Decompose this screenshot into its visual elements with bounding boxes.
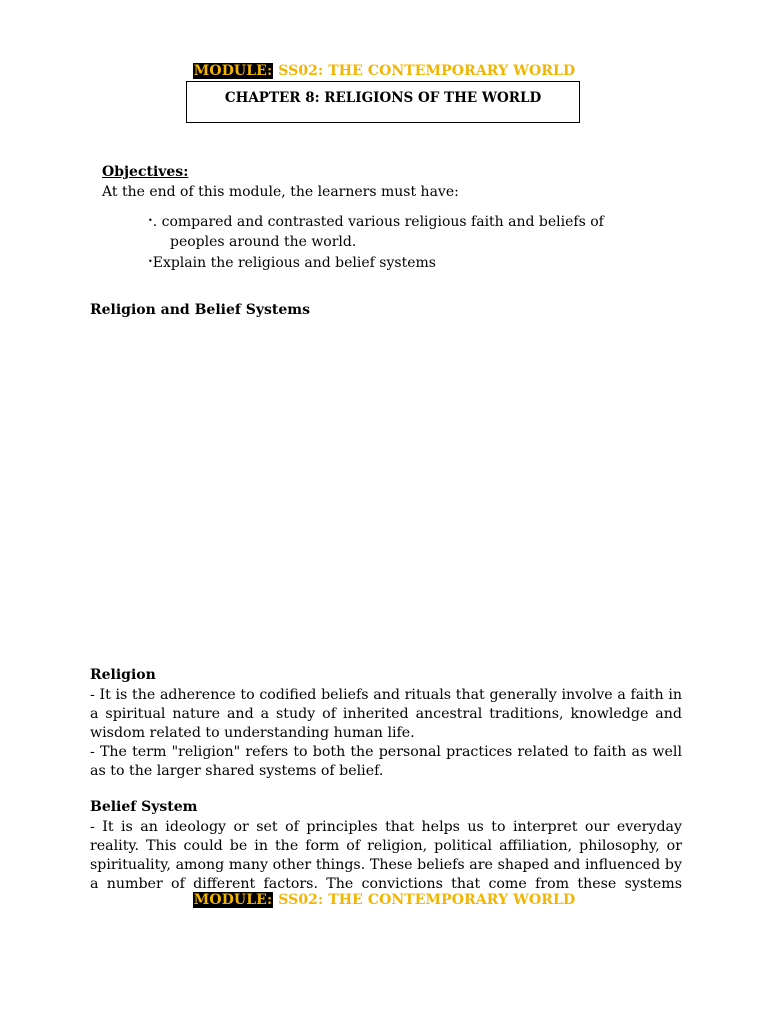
module-footer	[0, 892, 768, 908]
objective-text: Explain the religious and belief systems	[152, 255, 436, 271]
module-label: MODULE:	[193, 892, 273, 908]
module-title: SS02: THE CONTEMPORARY WORLD	[273, 63, 576, 79]
module-label: MODULE:	[193, 63, 273, 79]
bullet-icon: •	[148, 257, 153, 266]
religion-definition: - It is the adherence to codified beliefs and rituals that generally involve a faith in a spiritual nature and a study of inherited ancestral traditions, knowledge and wisdom related to understanding human life.	[90, 687, 682, 741]
objective-item	[148, 214, 604, 230]
objective-item	[148, 255, 436, 271]
religion-term-note: - The term "religion" refers to both the personal practices related to faith as well as to the larger shared systems of belief.	[90, 744, 682, 779]
module-header	[0, 63, 768, 79]
objective-text: . compared and contrasted various religious faith and beliefs of	[152, 214, 604, 230]
module-title: SS02: THE CONTEMPORARY WORLD	[273, 892, 576, 908]
bullet-icon: •	[148, 216, 153, 225]
section-heading: Religion and Belief Systems	[90, 302, 310, 318]
objectives-heading: Objectives:	[102, 164, 189, 180]
chapter-title: CHAPTER 8: RELIGIONS OF THE WORLD	[224, 90, 542, 106]
belief-system-heading: Belief System	[90, 799, 198, 815]
objectives-intro: At the end of this module, the learners must have:	[102, 184, 459, 200]
religion-heading: Religion	[90, 667, 156, 683]
objective-text-continued: peoples around the world.	[170, 234, 357, 250]
belief-system-definition: - It is an ideology or set of principles that helps us to interpret our everyday reality. This could be in the form of religion, political affiliation, philosophy, or spirituality, among many other things. These beliefs are shaped and influenced by a number of different factors. The convictions that come from these systems	[90, 819, 682, 892]
